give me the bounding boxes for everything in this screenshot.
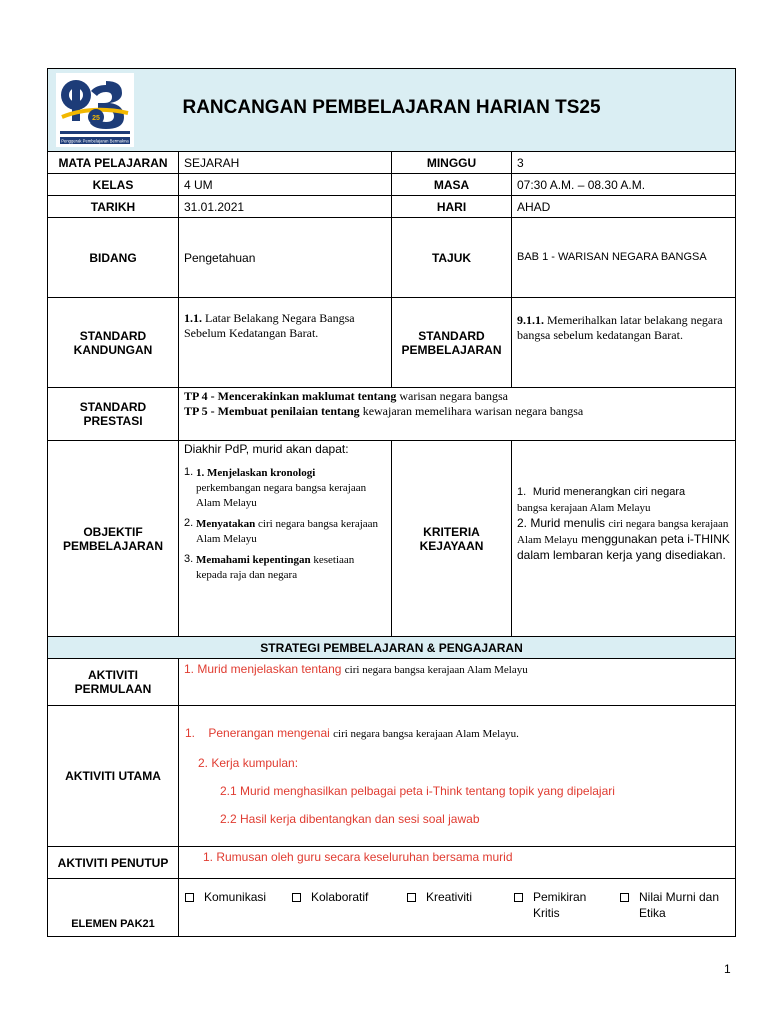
pak21-kreativiti-checkbox[interactable]: Kreativiti (407, 889, 472, 905)
page-title: RANCANGAN PEMBELAJARAN HARIAN TS25 (182, 97, 601, 118)
utama-item-1: 1. Penerangan mengenai ciri negara bangsa kerajaan Alam Melayu. (185, 726, 519, 740)
hari-label: HARI (392, 196, 512, 218)
logo-caption: Penggerak Pembelajaran Bermakna (61, 138, 129, 144)
standard-prestasi-value (179, 388, 736, 441)
mata-pelajaran-value: SEJARAH (179, 152, 392, 174)
title-header (48, 69, 736, 152)
kandungan-text: Latar Belakang Negara Bangsa Sebelum Kedatangan Barat. (184, 311, 355, 340)
masa-value: 07:30 A.M. – 08.30 A.M. (512, 174, 736, 196)
pak21-kolaboratif-checkbox[interactable]: Kolaboratif (292, 889, 368, 905)
objektif-value (179, 441, 392, 637)
pak21-pemikiran-kritis-checkbox[interactable]: Pemikiran Kritis (514, 889, 604, 921)
objektif-item: 3. Memahami kepentingan kesetiaan kepada raja dan negara (184, 553, 355, 581)
utama-item-2-2: 2.2 Hasil kerja dibentangkan dan sesi soal jawab (220, 812, 480, 826)
lesson-plan-table (47, 68, 736, 937)
minggu-label: MINGGU (392, 152, 512, 174)
aktiviti-penutup-label: AKTIVITI PENUTUP (48, 847, 179, 879)
masa-label: MASA (392, 174, 512, 196)
utama-item-2-1: 2.1 Murid menghasilkan pelbagai peta i-Think tentang topik yang dipelajari (220, 784, 615, 798)
kriteria-1: 1. Murid menerangkan ciri negara bangsa kerajaan Alam Melayu (517, 486, 686, 514)
tajuk-value: BAB 1 - WARISAN NEGARA BANGSA (512, 218, 736, 298)
aktiviti-utama-label: AKTIVITI UTAMA (48, 706, 179, 847)
aktiviti-permulaan-value (179, 659, 736, 706)
pak21-komunikasi-checkbox[interactable]: Komunikasi (185, 889, 266, 905)
svg-text:25: 25 (92, 115, 100, 122)
kriteria-label: KRITERIA KEJAYAAN (392, 441, 512, 637)
checkbox-icon (292, 893, 301, 902)
bidang-value: Pengetahuan (179, 218, 392, 298)
aktiviti-permulaan-label: AKTIVITI PERMULAAN (48, 659, 179, 706)
standard-kandungan-value (179, 298, 392, 388)
permulaan-red-text: 1. Murid menjelaskan tentang (184, 662, 342, 676)
kriteria-2: 2. Murid menulis ciri negara bangsa kerajaan Alam Melayu menggunakan peta i-THINK dalam lembaran kerja yang disediakan. (517, 516, 730, 562)
strategi-heading: STRATEGI PEMBELAJARAN & PENGAJARAN (48, 637, 736, 659)
objektif-item: 1. 1. Menjelaskan kronologi perkembangan negara bangsa kerajaan Alam Melayu (184, 466, 367, 509)
tp5-rest: kewajaran memelihara warisan negara bangsa (362, 404, 584, 418)
page-number: 1 (724, 962, 731, 976)
elemen-pak21-label: ELEMEN PAK21 (48, 879, 179, 937)
pembelajaran-number: 9.1.1. (517, 313, 544, 327)
kandungan-number: 1.1. (184, 311, 202, 325)
aktiviti-utama-value (179, 706, 736, 847)
objektif-item: 2. Menyatakan ciri negara bangsa kerajaan Alam Melayu (184, 517, 379, 545)
objektif-list (184, 466, 386, 583)
checkbox-icon (620, 893, 629, 902)
pak21-nilai-murni-checkbox[interactable]: Nilai Murni dan Etika (620, 889, 720, 921)
tajuk-label: TAJUK (392, 218, 512, 298)
kelas-value: 4 UM (179, 174, 392, 196)
pembelajaran-text: Memerihalkan latar belakang negara bangsa sebelum kedatangan Barat. (517, 313, 723, 342)
tp4-line (184, 389, 730, 404)
kelas-label: KELAS (48, 174, 179, 196)
permulaan-black-text: ciri negara bangsa kerajaan Alam Melayu (344, 664, 528, 676)
checkbox-icon (407, 893, 416, 902)
objektif-label: OBJEKTIF PEMBELAJARAN (48, 441, 179, 637)
checkbox-icon (185, 893, 194, 902)
minggu-value: 3 (512, 152, 736, 174)
bidang-label: BIDANG (48, 218, 179, 298)
utama-item-2: 2. Kerja kumpulan: (198, 756, 299, 770)
elemen-pak21-options (179, 879, 736, 937)
checkbox-icon (514, 893, 523, 902)
kriteria-value (512, 441, 736, 637)
standard-pembelajaran-value (512, 298, 736, 388)
standard-prestasi-label: STANDARD PRESTASI (48, 388, 179, 441)
standard-pembelajaran-label: STANDARD PEMBELAJARAN (392, 298, 512, 388)
mata-pelajaran-label: MATA PELAJARAN (48, 152, 179, 174)
standard-kandungan-label: STANDARD KANDUNGAN (48, 298, 179, 388)
tp4-bold: TP 4 - Mencerakinkan maklumat tentang (184, 389, 397, 403)
tp5-line (184, 404, 730, 419)
tarikh-label: TARIKH (48, 196, 179, 218)
objektif-intro: Diakhir PdP, murid akan dapat: (184, 442, 349, 456)
tp5-bold: TP 5 - Membuat penilaian tentang (184, 404, 360, 418)
hari-value: AHAD (512, 196, 736, 218)
tarikh-value: 31.01.2021 (179, 196, 392, 218)
aktiviti-penutup-value: 1. Rumusan oleh guru secara keseluruhan bersama murid (179, 847, 736, 879)
tp4-rest: warisan negara bangsa (399, 389, 508, 403)
